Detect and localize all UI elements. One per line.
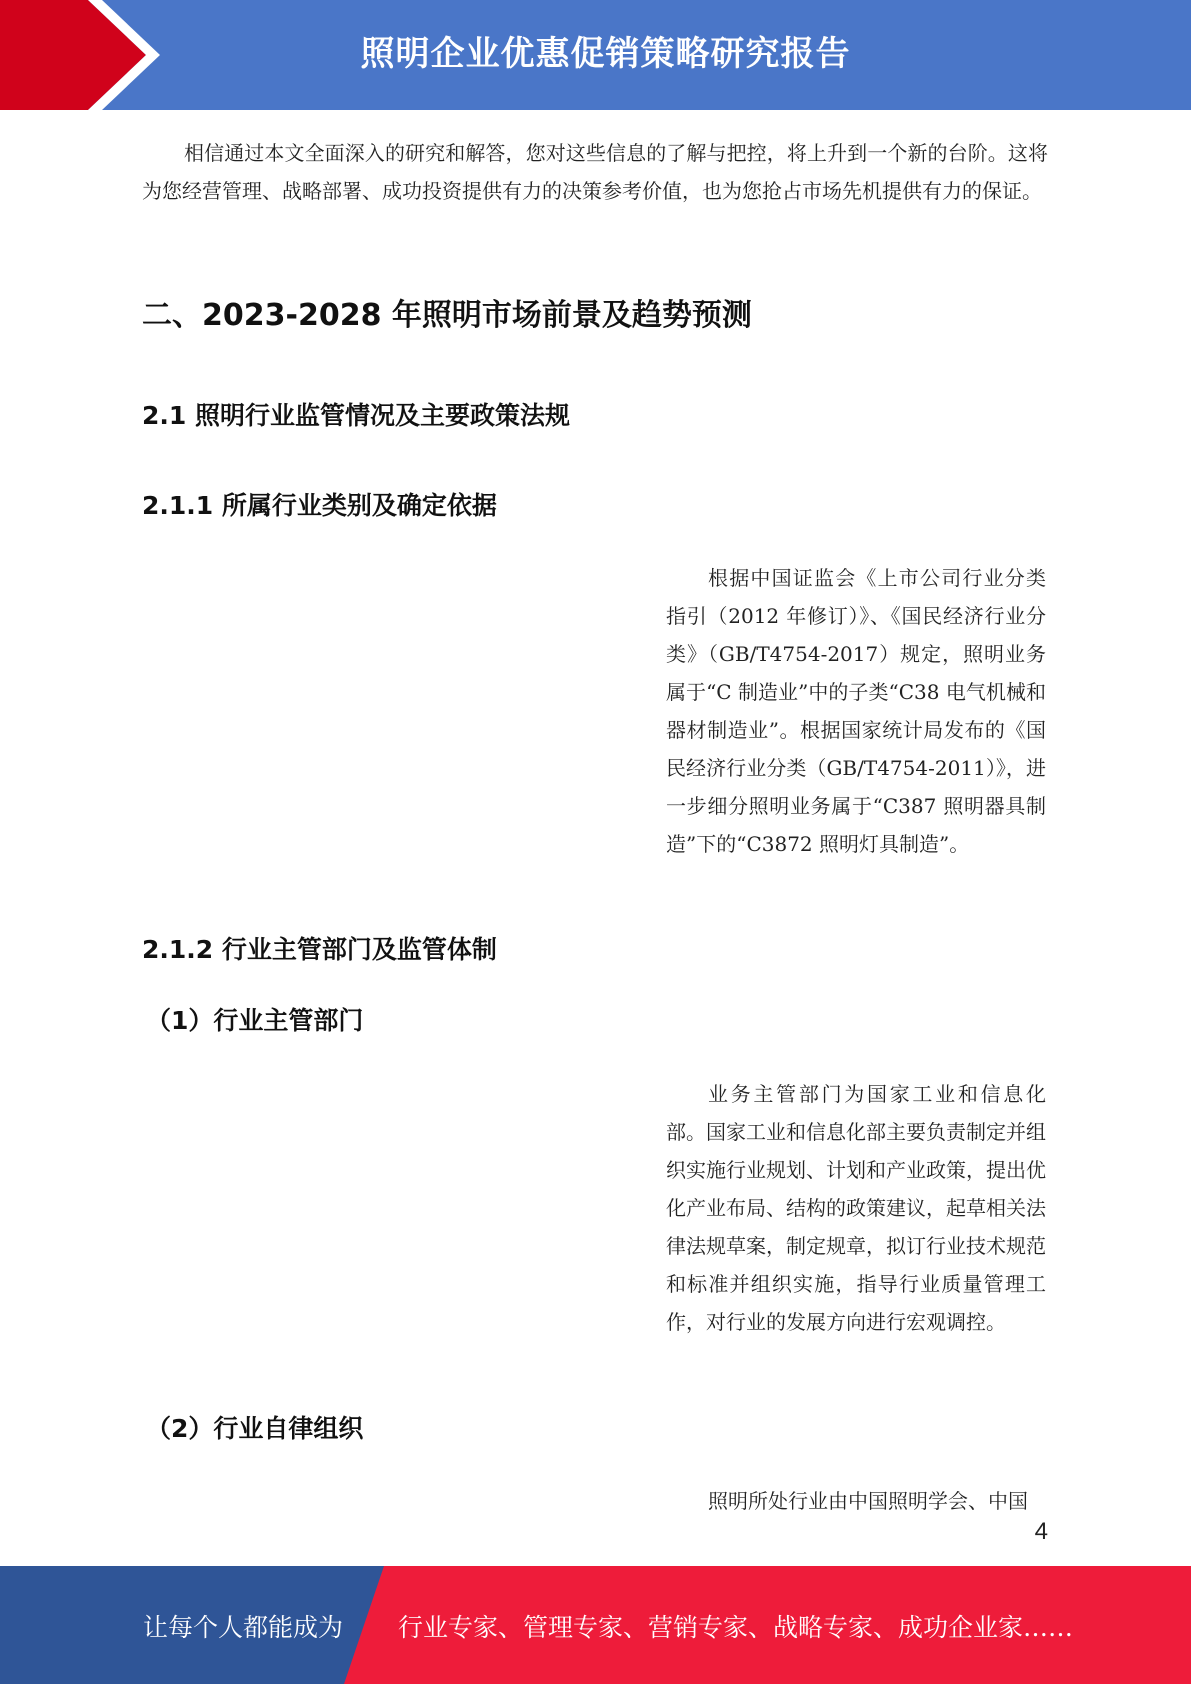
section-2-heading: 二、2023-2028 年照明市场前景及趋势预测 <box>142 298 752 333</box>
page-number: 4 <box>1034 1518 1048 1545</box>
item-2-paragraph: 照明所处行业由中国照明学会、中国 <box>708 1489 1028 1513</box>
section-2-1-2-heading: 2.1.2 行业主管部门及监管体制 <box>142 935 497 964</box>
section-2-1-1-heading: 2.1.1 所属行业类别及确定依据 <box>142 491 497 520</box>
footer-slogan-right: 行业专家、管理专家、营销专家、战略专家、成功企业家…… <box>398 1613 1074 1642</box>
item-1-paragraph: 业务主管部门为国家工业和信息化部。国家工业和信息化部主要负责制定并组织实施行业规划、计划和产业政策，提出优化产业布局、结构的政策建议，起草相关法律法规草案，制定规章，拟订行业技术规范和标准并组织实施，指导行业质量管理工作，对行业的发展方向进行宏观调控。 <box>666 1082 1046 1334</box>
intro-paragraph: 相信通过本文全面深入的研究和解答，您对这些信息的了解与把控，将上升到一个新的台阶。这将为您经营管理、战略部署、成功投资提供有力的决策参考价值，也为您抢占市场先机提供有力的保证。 <box>142 141 1048 203</box>
page-header <box>0 0 1191 110</box>
section-2-1-1-paragraph: 根据中国证监会《上市公司行业分类指引（2012 年修订）》、《国民经济行业分类》（GB/T4754-2017）规定，照明业务属于“C 制造业”中的子类“C38 电气机械和器材制造业”。根据国家统计局发布的《国民经济行业分类（GB/T4754-2011）》，进一步细分照明业务属于“C387 照明器具制造”下的“C3872 照明灯具制造”。 <box>666 566 1046 856</box>
item-2-heading: （2）行业自律组织 <box>146 1414 364 1443</box>
page-footer <box>0 1566 1191 1684</box>
footer-slogan-left: 让每个人都能成为 <box>143 1613 344 1642</box>
item-1-heading: （1）行业主管部门 <box>146 1006 364 1035</box>
section-2-1-heading: 2.1 照明行业监管情况及主要政策法规 <box>142 401 570 430</box>
report-title: 照明企业优惠促销策略研究报告 <box>360 34 851 74</box>
